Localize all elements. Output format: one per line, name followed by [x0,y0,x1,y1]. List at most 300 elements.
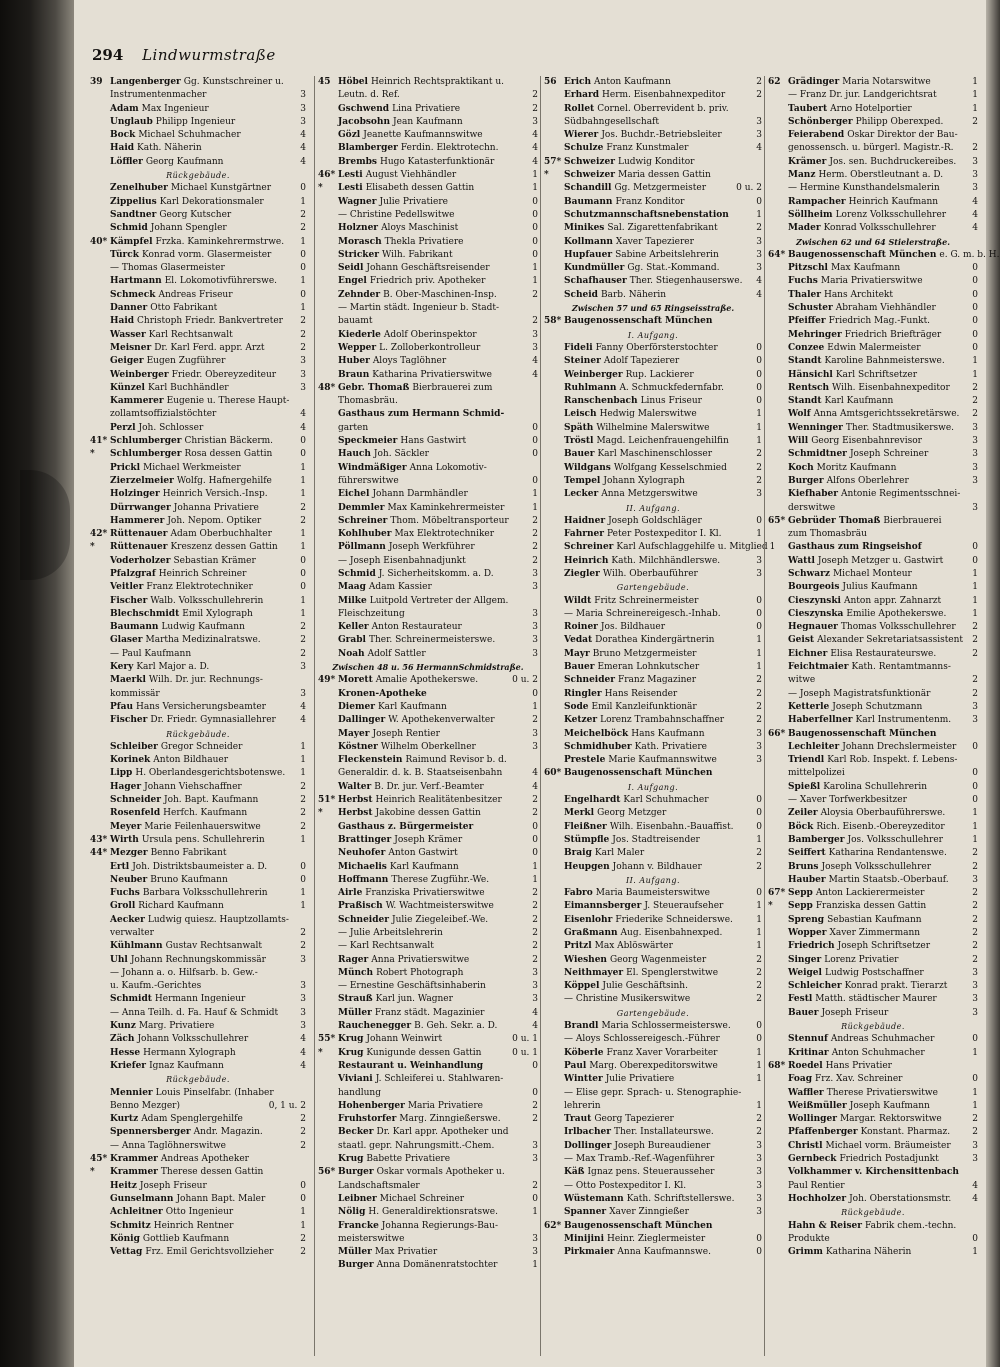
resident-name: Seiffert [788,848,826,859]
resident-name: Speckmeier [338,436,398,447]
resident-details: Ludwig Konditor [618,156,695,167]
resident-name: Nölig [338,1207,366,1218]
floor-number: 4 [532,143,538,154]
resident-name: Lipp [110,768,133,779]
resident-details: Wilh. Fabrikant [382,249,453,260]
directory-entry [768,568,978,581]
resident-name: Schlumberger [110,436,182,447]
resident-name: Zehnder [338,289,381,300]
resident-details: Heinrich Rentner [153,1220,234,1231]
resident-details: Karl Maschinenschlosser [597,449,713,460]
floor-number: 1 [532,276,538,287]
directory-entry [318,861,538,874]
directory-entry [544,967,762,980]
resident-name: Schmeck [110,289,156,300]
floor-number: 3 [532,967,538,978]
resident-details: Antonie Regimentsschnei- [840,489,961,500]
resident-details: Max Privatier [374,1247,438,1258]
resident-name: Ringler [564,688,602,699]
resident-details: Otto Ingenieur [165,1207,234,1218]
floor-number: 4 [300,422,306,433]
entry-continuation [768,1233,978,1246]
resident-details: Herfch. Kaufmann [163,808,248,819]
directory-entry [768,741,978,754]
floor-number: 2 [532,90,538,101]
entry-continuation [90,408,306,421]
continuation-text: Südbahngesellschaft [564,116,660,127]
directory-entry [768,714,978,727]
floor-number: 2 [532,289,538,300]
resident-name: Bamberger [788,834,845,845]
floor-number: 3 [972,1007,978,1018]
resident-name: Rauchenegger [338,1021,412,1032]
directory-entry [318,355,538,368]
resident-details: Sebastian Kaufmann [827,914,922,925]
resident-details: Gustav Rechtsanwalt [165,941,263,952]
floor-number: 1 [972,356,978,367]
resident-details: Adolf Tapezierer [603,356,680,367]
resident-details: Ignaz Kaufmann [149,1060,224,1071]
floor-number: 4 [300,409,306,420]
resident-name: Geist [788,635,815,646]
directory-entry [318,874,538,887]
directory-entry [768,1100,978,1113]
directory-entry [544,754,762,767]
directory-entry [90,342,306,355]
resident-name: Hohenberger [338,1100,405,1111]
floor-number: 3 [972,156,978,167]
floor-number: 4 [532,130,538,141]
directory-entry [318,369,538,382]
resident-name: Eimannsberger [564,901,642,912]
entry-continuation [768,767,978,780]
floor-number: 3 [756,116,762,127]
resident-name: Feichtmaier [788,662,849,673]
floor-number: 0 [532,209,538,220]
resident-details: Xaver Zimmermann [829,928,921,938]
resident-details: Julie Ziegeleibef.-We. [391,914,489,925]
floor-number: 0 [756,622,762,633]
floor-number: 2 [972,888,978,899]
resident-details: Kath. Privatiere [634,741,707,752]
resident-details: Fritz Schreinermeister [594,595,699,606]
resident-name: Kritinar [788,1047,829,1058]
floor-number: 1 [300,236,306,247]
resident-details: Thomas Volksschullehrer [840,622,956,633]
floor-number: 0 [972,795,978,806]
directory-entry [318,329,538,342]
directory-entry [768,382,978,395]
entry-continuation [318,927,538,940]
resident-details: Joseph Schriftsetzer [837,941,931,952]
resident-details: Thekla Privatiere [384,236,464,247]
directory-entry [768,634,978,647]
directory-entry [90,767,306,780]
floor-number: 3 [756,1140,762,1151]
resident-name: Hager [110,781,142,792]
floor-number: 1 [972,1087,978,1098]
column-3 [540,76,776,1356]
house-number: 41* [90,436,108,447]
house-number: * [768,901,773,912]
floor-number: 2 [756,449,762,460]
floor-number: 0 [756,396,762,407]
directory-entry [90,289,306,302]
directory-entry [318,1126,538,1139]
floor-number: 3 [756,489,762,500]
resident-details: Max Kaminkehrermeister [387,502,505,513]
resident-name: Michaelis [338,861,387,872]
resident-name: Erhard [564,90,600,101]
entry-continuation [544,1087,762,1100]
floor-number: 2 [972,143,978,154]
directory-entry [90,954,306,967]
resident-name: Blechschmidt [110,608,180,619]
resident-name: Krammer [110,1154,158,1165]
entry-continuation [544,1180,762,1193]
directory-entry [318,794,538,807]
directory-entry [768,754,978,767]
floor-number: 2 [532,928,538,938]
resident-details: Max Ablöswärter [594,941,673,952]
resident-name: Cieszynski [788,595,841,606]
directory-entry [768,608,978,621]
resident-details: Anton appr. Zahnarzt [843,595,942,606]
resident-name: Strauß [338,994,373,1005]
resident-details: e. G. m. b. H. [939,249,1000,260]
directory-entry [544,728,762,741]
entry-continuation [544,116,762,129]
floor-number: 3 [972,183,978,194]
house-number: 49* [318,675,336,686]
directory-entry [544,621,762,634]
floor-number: 2 [756,77,762,87]
resident-name: Huber [338,356,370,367]
resident-name: Grädinger [788,77,840,87]
resident-details: Louis Pinselfabr. (Inhaber [155,1087,274,1098]
directory-entry [318,275,538,288]
floor-number: 0 [532,223,538,234]
floor-number: 3 [972,701,978,712]
directory-entry [768,475,978,488]
floor-number: 1 [300,462,306,473]
floor-number: 3 [972,170,978,181]
directory-entry [544,568,762,581]
floor-number: 2 [532,555,538,566]
resident-details: Franz städt. Magazinier [374,1007,485,1018]
directory-entry [318,1220,538,1233]
continuation-text: Produkte [788,1233,830,1244]
resident-name: Gunselmann [110,1193,174,1204]
floor-number: 3 [972,967,978,978]
resident-name: Cieszynska [788,608,844,619]
resident-details: B. Geh. Sekr. a. D. [414,1021,498,1032]
directory-entry [768,541,978,554]
resident-details: Hedwig Malerswitwe [599,409,697,420]
resident-name: Kiefhaber [788,489,838,500]
house-number: 57* [544,156,562,167]
resident-details: Joseph Schutzmann [832,701,923,712]
floor-number: 0 [756,382,762,393]
directory-entry [768,1193,978,1206]
resident-details: Aloys Maschinist [381,223,459,234]
section-heading: Rückgebäude. [841,1022,905,1032]
floor-number: 0 [756,1021,762,1032]
floor-number: 1 [532,170,538,181]
house-number: 68* [768,1060,786,1071]
directory-entry [768,275,978,288]
continuation-text: bauamt [338,316,373,327]
column-1 [90,76,306,1356]
directory-entry [318,834,538,847]
resident-name: Weinberger [110,369,169,380]
directory-entry [544,1166,762,1179]
floor-number: 1 [300,1207,306,1218]
resident-details: Walb. Volksschullehrerin [150,595,264,606]
resident-name: Eichner [788,648,828,659]
resident-name: Krammer [110,1167,158,1178]
directory-entry [90,900,306,913]
resident-details: Alexander Sekretariatsassistent [817,635,964,646]
entry-continuation [318,767,538,780]
resident-details: Karl Instrumentenm. [855,715,952,726]
directory-entry [544,741,762,754]
floor-number: 1 [756,1074,762,1085]
continuation-text: Benno Mezger) [110,1100,180,1111]
directory-entry [544,1126,762,1139]
floor-number: 0 [972,329,978,340]
directory-entry [318,634,538,647]
resident-details: Anton Kaufmann [594,77,671,87]
floor-number: 0 [756,369,762,380]
floor-number: 2 [300,1140,306,1151]
directory-entry [768,196,978,209]
resident-name: Schmidt [110,994,152,1005]
section-heading: I. Aufgang. [627,330,679,340]
resident-details: Kunigunde dessen Gattin [366,1047,482,1058]
floor-number: 0 [756,1233,762,1244]
resident-name: Festl [788,994,813,1005]
resident-name: Baugenossenschaft München [564,316,713,327]
directory-entry [544,196,762,209]
directory-entry [768,993,978,1006]
cross-street-note: Zwischen 62 und 64 Stielerstraße. [796,236,950,247]
floor-number: 1 [532,1260,538,1271]
floor-number: 3 [756,1207,762,1218]
resident-name: Noah [338,648,365,659]
entry-continuation [768,182,978,195]
directory-entry [318,1259,538,1272]
resident-details: Jos. Volksschullehrer [847,834,943,845]
continuation-text: u. Kaufm.-Gerichtes [110,981,202,992]
resident-details: Andr. Magazin. [193,1127,263,1138]
floor-number: 1 [972,103,978,114]
floor-number: 1 [972,608,978,619]
entry-continuation [768,794,978,807]
resident-name: Thaler [788,289,821,300]
resident-name: Bruns [788,861,819,872]
resident-name: Dürrwanger [110,502,171,513]
directory-entry [544,701,762,714]
directory-entry [90,581,306,594]
directory-entry [768,914,978,927]
continuation-text: — Johann a. o. Hilfsarb. b. Gew.- [110,967,258,978]
resident-name: Wüstemann [564,1193,624,1204]
floor-number: 1 [972,1100,978,1111]
entry-continuation [318,1233,538,1246]
resident-details: Michael Werkmeister [143,462,241,473]
floor-number: 0 [756,888,762,899]
resident-details: Margar. Rektorswitwe [839,1114,942,1125]
floor-number: 0 [300,582,306,593]
continuation-text: — Christine Musikerswitwe [564,994,691,1005]
resident-name: Pitzschl [788,263,828,274]
resident-details: Oskar vormals Apotheker u. [376,1167,505,1178]
directory-entry [544,688,762,701]
floor-number: 3 [972,462,978,473]
resident-details: Heinr. Zieglermeister [606,1233,706,1244]
entry-continuation [90,1100,306,1113]
resident-details: Heinrich Schreiner [158,568,247,579]
resident-name: Spanner [564,1207,607,1218]
entry-continuation [768,89,978,102]
directory-entry [544,595,762,608]
resident-details: Hans Gastwirt [400,436,467,447]
resident-details: Konrad vorm. Glasermeister [142,249,272,260]
section-heading: II. Aufgang. [625,875,680,885]
resident-details: Adam Kassier [368,582,432,593]
directory-entry [768,861,978,874]
directory-entry [768,1113,978,1126]
floor-number: 1 [756,436,762,447]
floor-number: 2 [300,316,306,327]
resident-name: Schmidtner [788,449,847,460]
entry-continuation [544,1100,762,1113]
directory-entry [768,581,978,594]
house-number: 60* [544,768,562,779]
resident-details: Wilhelmine Malerswitwe [596,422,710,433]
directory-entry [768,209,978,222]
resident-name: Schandill [564,183,612,194]
floor-number: 2 [300,1247,306,1258]
resident-name: Wepper [338,342,377,353]
house-number: * [318,183,323,194]
page-edge [986,0,1000,1367]
directory-entry [768,900,978,913]
resident-name: Krämer [788,156,827,167]
resident-details: J. Steueraufseher [644,901,724,912]
floor-number: 1 [972,77,978,87]
floor-number: 0 [532,249,538,260]
resident-name: Prestele [564,755,606,766]
resident-details: Joseph Krämer [394,834,463,845]
resident-details: Johann Spengler [150,223,227,234]
floor-number: 1 [756,422,762,433]
resident-details: Amalie Apothekerswe. [375,675,479,686]
resident-name: Sandtner [110,209,157,220]
resident-name: Fruhstorfer [338,1114,397,1125]
floor-number: 4 [532,156,538,167]
resident-name: Hegnauer [788,622,838,633]
resident-name: Groll [110,901,136,912]
directory-entry [318,1206,538,1219]
resident-name: Hänsichl [788,369,833,380]
resident-name: Bock [110,130,136,141]
directory-entry [90,794,306,807]
floor-number: 3 [300,1007,306,1018]
resident-name: Wattl [788,555,815,566]
resident-name: Müller [338,1007,372,1018]
continuation-text: Fleischzeitung [338,608,405,619]
resident-name: Lecker [564,489,599,500]
directory-entry [768,289,978,302]
directory-entry [544,355,762,368]
directory-entry [544,209,762,222]
floor-number: 0 [532,848,538,859]
floor-number: 3 [532,342,538,353]
floor-number: 0 [532,821,538,832]
directory-entry [318,621,538,634]
resident-name: Schreiner [564,542,614,553]
resident-details: Babette Privatiere [366,1154,451,1165]
resident-name: Spreng [788,914,825,925]
directory-entry [90,741,306,754]
resident-details: Hans Versicherungsbeamter [136,701,266,712]
resident-name: Hartmann [110,276,162,287]
resident-details: Joh. Bapt. Kaufmann [163,795,259,806]
directory-entry [768,329,978,342]
directory-entry [318,714,538,727]
floor-number: 1 [532,263,538,274]
floor-number: 0 [300,555,306,566]
resident-details: Jos. Stadtreisender [612,834,700,845]
directory-entry [544,714,762,727]
directory-entry [90,674,306,687]
floor-number: 4 [532,1021,538,1032]
floor-number: 2 [756,475,762,486]
floor-number: 2 [972,941,978,952]
resident-name: Stennuf [788,1034,828,1045]
resident-details: Ludwig Postschaffner [824,967,924,978]
floor-number: 1 [756,529,762,540]
resident-details: Karl Kaufmann [377,701,447,712]
section-heading: Rückgebäude. [166,729,230,739]
floor-number: 3 [756,130,762,141]
resident-details: Franz Xaver Vorarbeiter [606,1047,718,1058]
entry-continuation [768,142,978,155]
directory-entry [544,236,762,249]
resident-name: Pfau [110,701,134,712]
directory-entry [544,1113,762,1126]
directory-entry [768,116,978,129]
floor-number: 3 [300,116,306,127]
floor-number: 1 [300,276,306,287]
resident-details: Benno Fabrikant [150,848,227,859]
resident-details: Johann v. Bildhauer [612,861,702,872]
entry-continuation [768,688,978,701]
resident-details: Dr. Karl appr. Apotheker und [376,1127,509,1138]
floor-number: 3 [300,382,306,393]
directory-entry [90,369,306,382]
directory-entry [318,408,538,421]
resident-details: Julie Privatiere [605,1074,675,1085]
resident-name: Wirth [110,834,139,845]
continuation-text: — Ernestine Geschäftsinhaberin [338,981,486,992]
resident-details: Peter Postexpeditor I. Kl. [607,529,722,540]
continuation-text: — Karl Rechtsanwalt [338,941,434,952]
floor-number: 4 [756,276,762,287]
floor-number: 1 [756,901,762,912]
